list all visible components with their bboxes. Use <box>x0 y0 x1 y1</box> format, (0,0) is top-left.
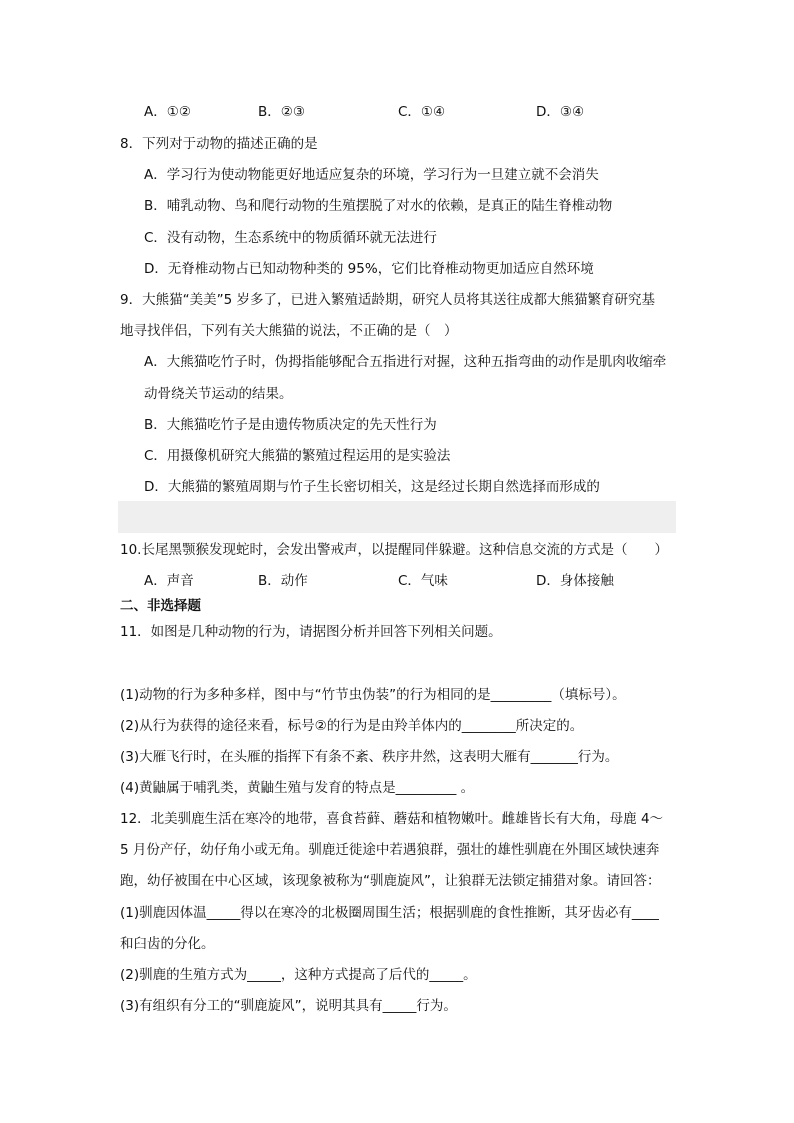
q10-stem: 10.长尾黑颚猴发现蛇时，会发出警戒声，以提醒同伴躲避。这种信息交流的方式是（ ） <box>120 542 668 558</box>
q9-stem-line1: 9．大熊猫“美美”5 岁多了，已进入繁殖适龄期，研究人员将其送往成都大熊猫繁育研究基 <box>120 292 655 308</box>
q8-option-b: B．哺乳动物、鸟和爬行动物的生殖摆脱了对水的依赖，是真正的陆生脊椎动物 <box>144 198 613 214</box>
section2-title: 二、非选择题 <box>120 598 201 614</box>
q10-option-d: D．身体接触 <box>536 573 614 589</box>
q12-item-1-line1: (1)驯鹿因体温_____得以在寒冷的北极圈周围生活；根据驯鹿的食性推断，其牙齿必有____ <box>120 905 659 921</box>
q8-option-c: C．没有动物，生态系统中的物质循环就无法进行 <box>144 230 437 246</box>
q11-stem: 11．如图是几种动物的行为，请据图分析并回答下列相关问题。 <box>120 624 502 640</box>
q12-stem-line2: 5 月份产仔，幼仔角小或无角。驯鹿迁徙途中若遇狼群，强壮的雄性驯鹿在外围区域快速奔 <box>120 842 660 858</box>
q7-option-c: C．①④ <box>398 104 446 120</box>
q11-item-4: (4)黄鼬属于哺乳类，黄鼬生殖与发育的特点是_________ 。 <box>120 780 475 796</box>
q12-stem-line1: 12．北美驯鹿生活在寒冷的地带，喜食苔藓、蘑菇和植物嫩叶。雌雄皆长有大角，母鹿 4～ <box>120 811 664 827</box>
q7-option-a: A．①② <box>144 104 191 120</box>
q12-item-3: (3)有组织有分工的“驯鹿旋风”，说明其具有_____行为。 <box>120 998 457 1014</box>
q11-item-3: (3)大雁飞行时，在头雁的指挥下有条不紊、秩序井然，这表明大雁有_______行为。 <box>120 749 619 765</box>
q9-option-d: D．大熊猫的繁殖周期与竹子生长密切相关，这是经过长期自然选择而形成的 <box>144 479 600 495</box>
q7-option-d: D．③④ <box>536 104 585 120</box>
q12-item-1-line2: 和臼齿的分化。 <box>120 936 215 952</box>
q11-item-1: (1)动物的行为多种多样，图中与“竹节虫伪装”的行为相同的是_________（填标号）。 <box>120 687 626 703</box>
q9-option-b: B．大熊猫吃竹子是由遗传物质决定的先天性行为 <box>144 417 437 433</box>
gray-separator <box>118 501 676 533</box>
q12-item-2: (2)驯鹿的生殖方式为_____，这种方式提高了后代的_____。 <box>120 967 477 983</box>
q8-option-d: D．无脊椎动物占已知动物种类的 95%，它们比脊椎动物更加适应自然环境 <box>144 261 594 277</box>
q9-option-c: C．用摄像机研究大熊猫的繁殖过程运用的是实验法 <box>144 448 451 464</box>
q9-option-a-line1: A．大熊猫吃竹子时，伪拇指能够配合五指进行对握，这种五指弯曲的动作是肌肉收缩牵 <box>144 354 667 370</box>
q8-option-a: A．学习行为使动物能更好地适应复杂的环境，学习行为一旦建立就不会消失 <box>144 167 599 183</box>
q11-item-2: (2)从行为获得的途径来看，标号②的行为是由羚羊体内的________所决定的。 <box>120 718 584 734</box>
q7-option-b: B．②③ <box>258 104 305 120</box>
q10-option-c: C．气味 <box>398 573 448 589</box>
q12-stem-line3: 跑，幼仔被围在中心区域，该现象被称为“驯鹿旋风”，让狼群无法锁定捕猎对象。请回答： <box>120 873 661 889</box>
q10-option-b: B．动作 <box>258 573 308 589</box>
q8-stem: 8．下列对于动物的描述正确的是 <box>120 136 318 152</box>
q10-option-a: A．声音 <box>144 573 194 589</box>
q9-stem-line2: 地寻找伴侣，下列有关大熊猫的说法，不正确的是（ ） <box>120 323 458 339</box>
q9-option-a-line2: 动骨绕关节运动的结果。 <box>144 386 293 402</box>
